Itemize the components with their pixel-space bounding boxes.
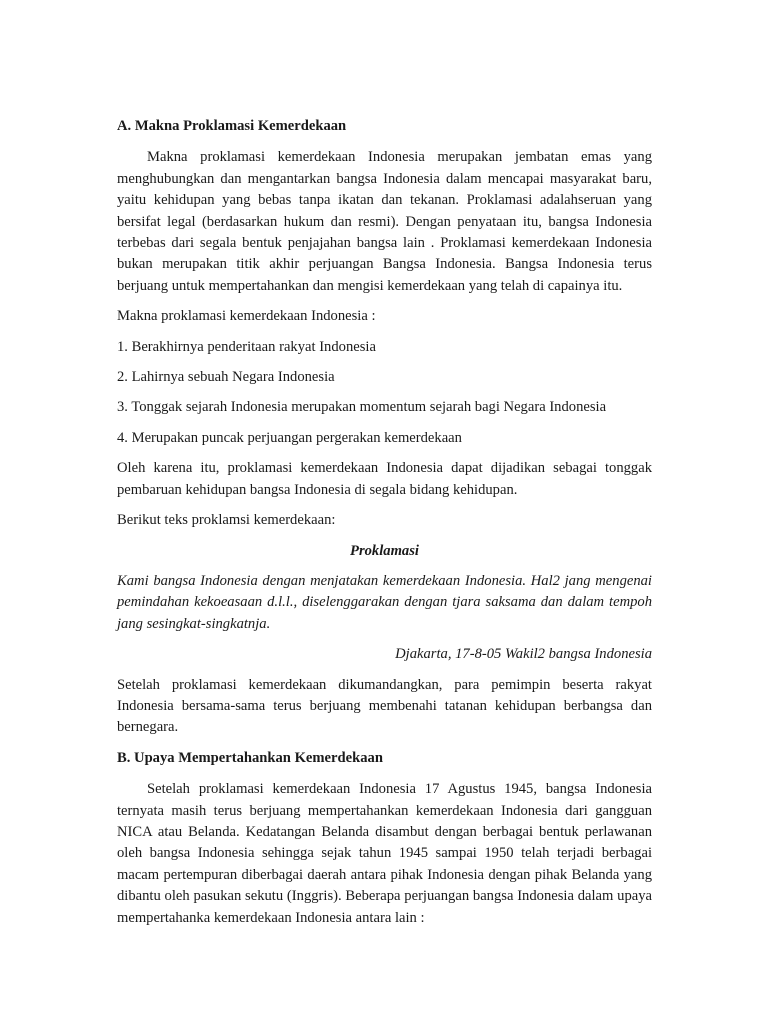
section-b-body-paragraph: Setelah proklamasi kemerdekaan Indonesia 17 Agustus 1945, bangsa Indonesia ternyata masih terus berjuang mempertahankan kemerdekaan Indonesia dari gangguan NICA atau Belanda. Kedatangan Belanda disambut dengan berbagai bentuk perlawanan oleh bangsa Indonesia sehingga sejak tahun 1945 sampai 1950 telah terjadi berbagai macam pertempuran diberbagai daerah antara pihak Indonesia dengan pihak Belanda yang dibantu oleh pasukan sekutu (Inggris). Beberapa perjuangan bangsa Indonesia dalam upaya mempertahanka kemerdekaan Indonesia antara lain :	[117, 781, 652, 926]
proclamation-title: Proklamasi	[350, 542, 419, 559]
meaning-list-item: 2. Lahirnya sebuah Negara Indonesia	[117, 369, 335, 386]
proclamation-text-intro: Berikut teks proklamsi kemerdekaan:	[117, 512, 336, 529]
meaning-list-item: 1. Berakhirnya penderitaan rakyat Indonesia	[117, 338, 376, 355]
section-b-heading: B. Upaya Mempertahankan Kemerdekaan	[117, 749, 383, 766]
proclamation-signature: Djakarta, 17-8-05 Wakil2 bangsa Indonesia	[395, 646, 652, 663]
section-a-heading: A. Makna Proklamasi Kemerdekaan	[117, 118, 347, 134]
meaning-list-item: 3. Tonggak sejarah Indonesia merupakan momentum sejarah bagi Negara Indonesia	[117, 399, 607, 416]
conclusion-paragraph: Oleh karena itu, proklamasi kemerdekaan Indonesia dapat dijadikan sebagai tonggak pembaruan kehidupan bangsa Indonesia di segala bidang kehidupan.	[117, 460, 652, 498]
proclamation-body: Kami bangsa Indonesia dengan menjatakan kemerdekaan Indonesia. Hal2 jang mengenai pemindahan kekoeasaan d.l.l., diselenggarakan dengan tjara saksama dan dalam tempoh jang sesingkat-singkatnja.	[117, 572, 652, 632]
meaning-list-intro: Makna proklamasi kemerdekaan Indonesia :	[117, 308, 376, 325]
meaning-list-item: 4. Merupakan puncak perjuangan pergerakan kemerdekaan	[117, 429, 462, 446]
document-page	[117, 116, 652, 938]
after-proclamation-paragraph: Setelah proklamasi kemerdekaan dikumandangkan, para pemimpin beserta rakyat Indonesia bersama-sama terus berjuang membenahi tatanan kehidupan berbangsa dan bernegara.	[117, 676, 652, 736]
section-a-intro-paragraph: Makna proklamasi kemerdekaan Indonesia merupakan jembatan emas yang menghubungkan dan mengantarkan bangsa Indonesia dalam mencapai masyarakat baru, yaitu kehidupan yang bebas tanpa ikatan dan tekanan. Proklamasi adalahseruan yang bersifat legal (berdasarkan hukum dan resmi). Dengan penyataan itu, bangsa Indonesia terbebas dari segala bentuk penjajahan bangsa lain . Proklamasi kemerdekaan Indonesia bukan merupakan titik akhir perjuangan Bangsa Indonesia. Bangsa Indonesia terus berjuang untuk mempertahankan dan mengisi kemerdekaan yang telah di capainya itu.	[117, 149, 652, 294]
